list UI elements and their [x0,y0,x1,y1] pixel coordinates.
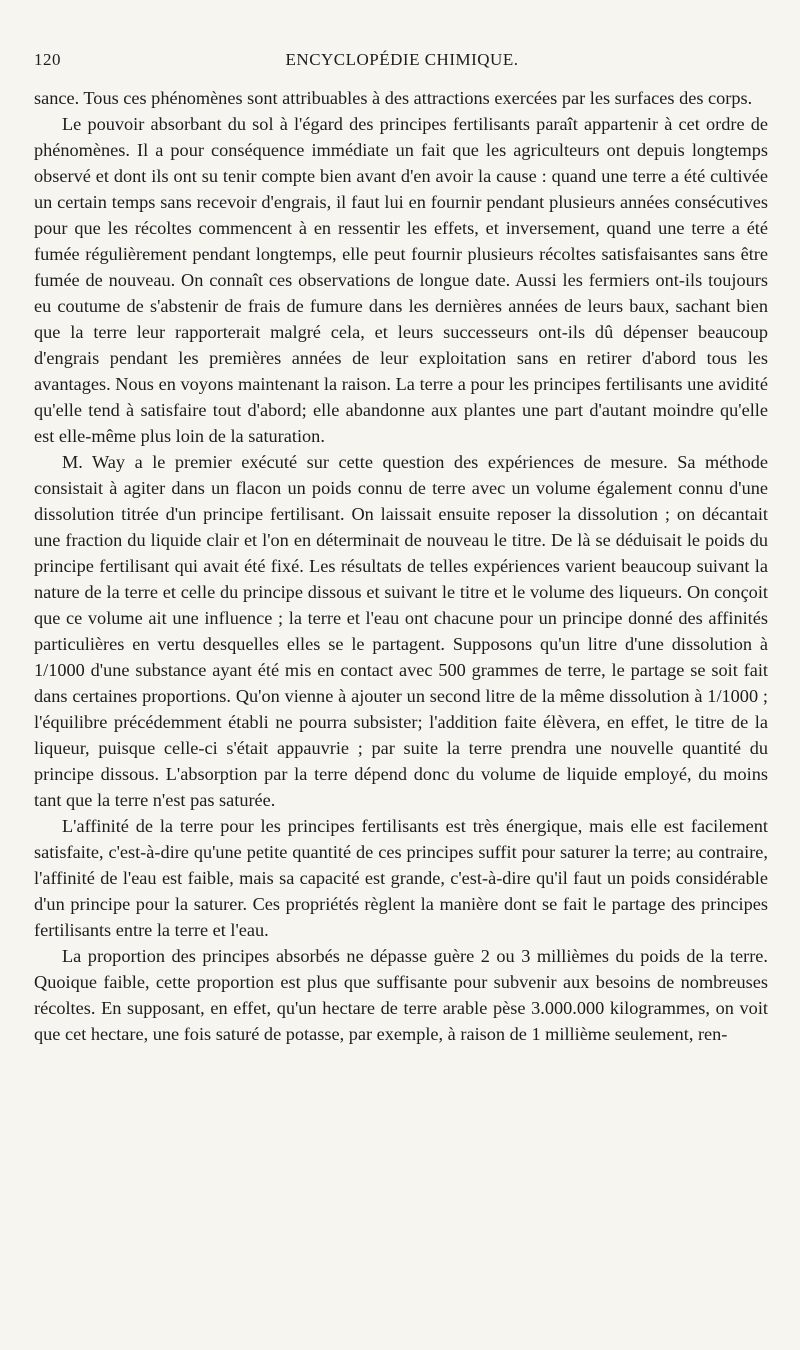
paragraph: Le pouvoir absorbant du sol à l'égard des principes fertilisants paraît appartenir à cet ordre de phénomènes. Il a pour conséquence immédiate un fait que les agriculteurs ont depuis longtemps observé et dont ils ont su tenir compte bien avant d'en avoir la cause : quand une terre a été cultivée un certain temps sans recevoir d'engrais, il faut lui en fournir pendant plusieurs années consécutives pour que les récoltes commencent à en ressentir les effets, et inversement, quand une terre a été fumée régulièrement pendant longtemps, elle peut fournir plusieurs récoltes satisfaisantes sans être fumée de nouveau. On connaît ces observations de longue date. Aussi les fermiers ont-ils toujours eu coutume de s'abstenir de frais de fumure dans les dernières années de leurs baux, sachant bien que la terre leur rapporterait malgré cela, et leurs successeurs ont-ils dû dépenser beaucoup d'engrais pendant les premières années de leur exploitation sans en retirer d'abord tous les avantages. Nous en voyons maintenant la raison. La terre a pour les principes fertilisants une avidité qu'elle tend à satisfaire tout d'abord; elle abandonne aux plantes une part d'autant moindre qu'elle est elle-même plus loin de la saturation. [34,114,768,446]
paragraph: L'affinité de la terre pour les principes fertilisants est très énergique, mais elle est facilement satisfaite, c'est-à-dire qu'une petite quantité de ces principes suffit pour saturer la terre; au contraire, l'affinité de l'eau est faible, mais sa capacité est grande, c'est-à-dire qu'il faut un poids considérable d'un principe pour la saturer. Ces propriétés règlent la manière dont se fait le partage des principes fertilisants entre la terre et l'eau. [34,816,768,940]
page-header [34,50,770,76]
paragraph: La proportion des principes absorbés ne dépasse guère 2 ou 3 millièmes du poids de la terre. Quoique faible, cette proportion est plus que suffisante pour subvenir aux besoins de nombreuses récoltes. En supposant, en effet, qu'un hectare de terre arable pèse 3.000.000 kilogrammes, on voit que cet hectare, une fois saturé de potasse, par exemple, à raison de 1 millième seulement, ren- [34,946,768,1044]
body-text [34,85,768,1047]
page-number: 120 [34,50,61,69]
paragraph: M. Way a le premier exécuté sur cette question des expériences de mesure. Sa méthode consistait à agiter dans un flacon un poids connu de terre avec un volume également connu d'une dissolution titrée d'un principe fertilisant. On laissait ensuite reposer la dissolution ; on décantait une fraction du liquide clair et l'on en déterminait de nouveau le titre. De là se déduisait le poids du principe fertilisant qui avait été fixé. Les résultats de telles expériences varient beaucoup suivant la nature de la terre et celle du principe dissous et suivant le titre et le volume des liqueurs. On conçoit que ce volume ait une influence ; la terre et l'eau ont chacune pour un principe donné des affinités particulières en vertu desquelles elles se le partagent. Supposons qu'un litre d'une dissolution à 1/1000 d'une substance ayant été mis en contact avec 500 grammes de terre, le partage se soit fait dans certaines proportions. Qu'on vienne à ajouter un second litre de la même dissolution à 1/1000 ; l'équilibre précédemment établi ne pourra subsister; l'addition faite élèvera, en effet, le titre de la liqueur, puisque celle-ci s'était appauvrie ; par suite la terre prendra une nouvelle quantité du principe dissous. L'absorption par la terre dépend donc du volume de liquide employé, du moins tant que la terre n'est pas saturée. [34,452,768,810]
paragraph: sance. Tous ces phénomènes sont attribuables à des attractions exercées par les surfaces des corps. [34,88,753,108]
running-title: ENCYCLOPÉDIE CHIMIQUE. [285,50,519,69]
